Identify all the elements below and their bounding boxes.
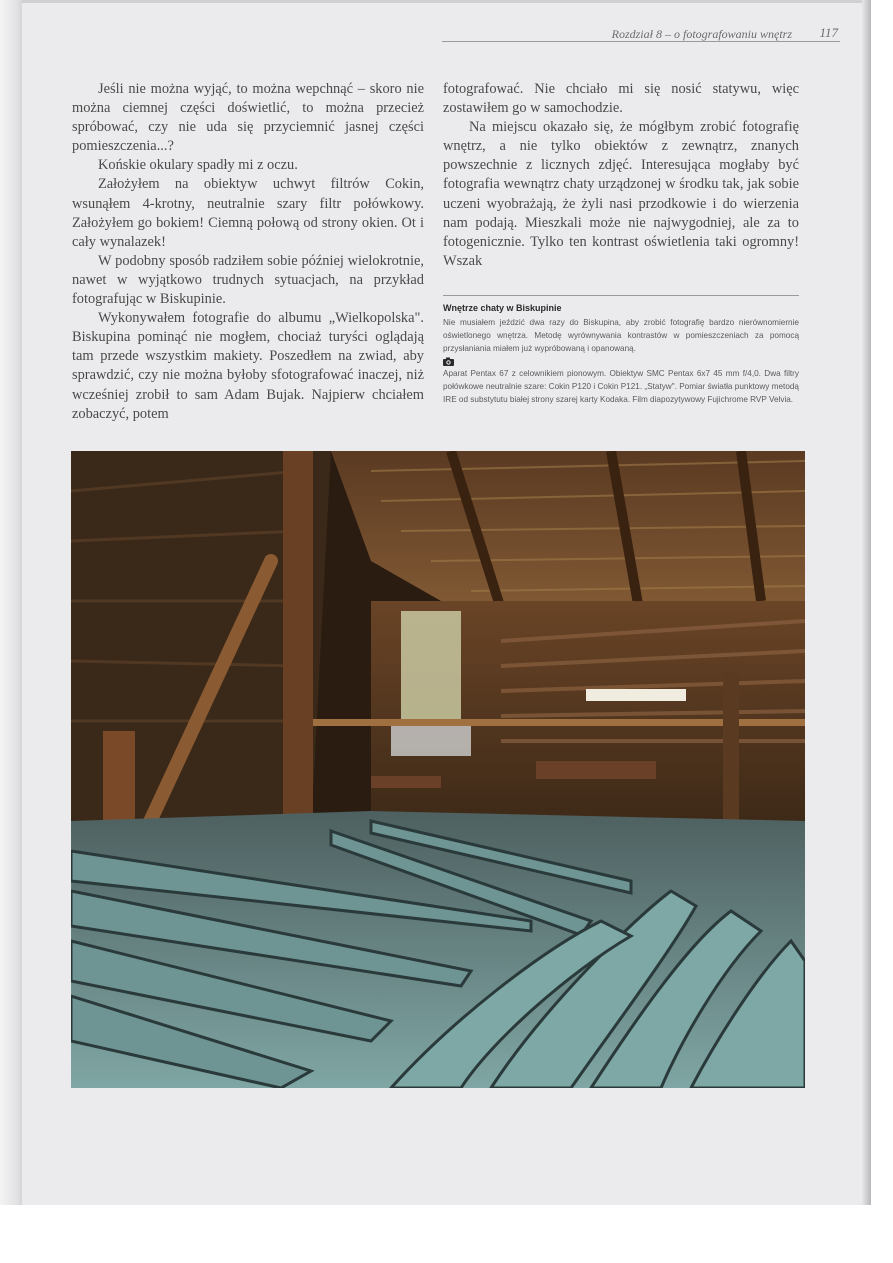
caption-title: Wnętrze chaty w Biskupinie	[443, 303, 562, 313]
page-number: 117	[819, 25, 838, 40]
header-rule	[442, 41, 840, 42]
caption-technical: Aparat Pentax 67 z celownikiem pionowym. Obiektyw SMC Pentax 6x7 45 mm f/4,0. Dwa filtry połówkowe neutralnie szare: Cokin P120 i Cokin P121. „Statyw". Pomiar światła punktowy metodą IRE od substytutu białej strony szarej karty Kodaka. Film diapozytywowy Fujichrome RVP Velvia.	[443, 369, 799, 404]
scan-edge-right	[862, 0, 871, 1205]
caption-text: Nie musiałem jeździć dwa razy do Biskupina, aby zrobić fotografię bardzo nierównomiernie oświetlonego wnętrza. Metodę wyrównywania kontrastów w pomieszczeniach za pomocą przysłaniania miałem już wypróbowaną i opanowaną.	[443, 318, 799, 353]
caption-rule	[443, 295, 799, 296]
running-header	[442, 23, 862, 43]
left-text-column	[72, 80, 424, 424]
book-page	[22, 3, 862, 1205]
paragraph: Jeśli nie można wyjąć, to można wepchnąć – skoro nie można ciemnej części doświetlić, to można przecież spróbować, czy nie uda się przyciemnić jasnej części pomieszczenia...?	[72, 81, 424, 155]
paragraph: fotografować. Nie chciało mi się nosić statywu, więc zostawiłem go w samochodzie.	[443, 81, 799, 117]
paragraph: W podobny sposób radziłem sobie później wielokrotnie, nawet w wyjątkowo trudnych sytuacjach, na przykład fotografując w Biskupinie.	[72, 252, 424, 308]
paragraph: Wykonywałem fotografie do albumu „Wielkopolska". Biskupina pominąć nie mogłem, chociaż turyści oglądają tam przede wszystkim makiety. Poszedłem na zwiad, aby sprawdzić, czy nie można byłoby sfotografować inaczej, niż wcześniej zrobił to sam Adam Bujak. Najpierw chciałem zobaczyć, potem	[72, 310, 424, 422]
camera-icon	[443, 357, 454, 366]
chapter-title: Rozdział 8 – o fotografowaniu wnętrz	[611, 27, 792, 41]
right-text-column	[443, 80, 799, 271]
scan-edge-left	[0, 0, 22, 1205]
paragraph: Końskie okulary spadły mi z oczu.	[98, 157, 298, 174]
photo-caption	[443, 303, 799, 406]
paragraph: Założyłem na obiektyw uchwyt filtrów Cokin, wsunąłem 4-krotny, neutralnie szary filtr połówkowy. Założyłem go bokiem! Ciemną połową od strony okien. Ot i cały wynalazek!	[72, 176, 424, 250]
paragraph: Na miejscu okazało się, że mógłbym zrobić fotografię wnętrz, a nie tylko obiektów z zewnątrz, znanych powszechnie z licznych zdjęć. Interesująca mogłaby być fotografia wewnątrz chaty urządzonej w środku tak, jak sobie uczeni wyobrażają, że żyli nasi przodkowie i do wierzenia nam podają. Mieszkali może nie najwygodniej, ale za to fotogenicznie. Tylko ten kontrast oświetlenia taki ogromny! Wszak	[443, 119, 799, 269]
hut-interior-photo	[71, 451, 805, 1088]
